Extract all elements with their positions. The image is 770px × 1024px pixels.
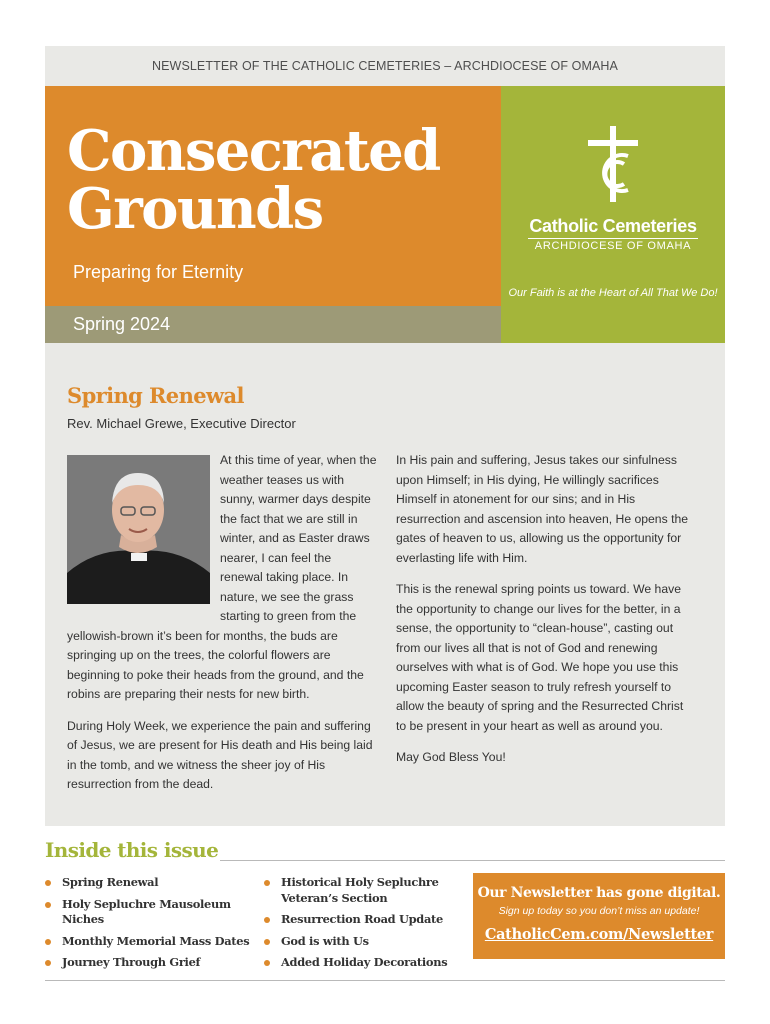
bullet-icon xyxy=(264,917,270,923)
season-label: Spring 2024 xyxy=(45,306,501,343)
promo-title: Our Newsletter has gone digital. xyxy=(477,885,721,901)
toc-item[interactable]: Journey Through Grief xyxy=(45,955,255,971)
toc-item[interactable]: Historical Holy Sepluchre Veteran’s Section xyxy=(264,875,454,906)
bullet-icon xyxy=(264,960,270,966)
footer-divider xyxy=(45,980,725,981)
toc-item[interactable]: Spring Renewal xyxy=(45,875,255,891)
inside-issue-divider xyxy=(220,860,725,861)
bullet-icon xyxy=(45,902,51,908)
article-paragraph: In His pain and suffering, Jesus takes our sinfulness upon Himself; in His dying, He willingly sacrifices Himself in atonement for our sins; and in His resurrection and ascension into heaven, He opens the gates of heaven to us, allowing us the opportunity for everlasting life with Him. xyxy=(396,453,689,565)
newsletter-signup-promo xyxy=(473,873,725,959)
feature-article xyxy=(45,343,725,826)
bullet-icon xyxy=(45,939,51,945)
toc-list-right xyxy=(264,875,454,977)
article-closing: May God Bless You! xyxy=(396,750,506,764)
toc-item[interactable]: God is with Us xyxy=(264,934,454,950)
masthead xyxy=(45,86,501,306)
masthead-subtitle: Preparing for Eternity xyxy=(73,262,244,282)
tagline: Our Faith is at the Heart of All That We Do! xyxy=(508,287,718,299)
article-title: Spring Renewal xyxy=(67,383,244,408)
org-subtitle: ARCHDIOCESE OF OMAHA xyxy=(534,240,692,252)
newsletter-line: NEWSLETTER OF THE CATHOLIC CEMETERIES – ARCHDIOCESE OF OMAHA xyxy=(151,59,618,73)
bullet-icon xyxy=(45,960,51,966)
article-paragraph: During Holy Week, we experience the pain and suffering of Jesus, we are present for His death and His being laid in the tomb, and we witness the sheer joy of His resurrection from the dead. xyxy=(67,718,373,791)
article-column-1 xyxy=(67,451,377,807)
bullet-icon xyxy=(264,939,270,945)
newsletter-banner xyxy=(45,46,725,86)
newsletter-link[interactable]: CatholicCem.com/Newsletter xyxy=(484,926,714,943)
article-byline: Rev. Michael Grewe, Executive Director xyxy=(67,416,296,431)
cross-cc-logo-icon xyxy=(584,124,642,209)
org-name: Catholic Cemeteries xyxy=(529,216,697,236)
brand-panel xyxy=(501,86,725,343)
masthead-title: Consecrated Grounds xyxy=(67,118,440,242)
org-divider xyxy=(528,238,698,239)
toc-item[interactable]: Holy Sepluchre Mausoleum Niches xyxy=(45,897,255,928)
bullet-icon xyxy=(45,880,51,886)
promo-subtitle: Sign up today so you don’t miss an update! xyxy=(498,905,700,917)
author-portrait xyxy=(67,455,210,604)
article-paragraph: This is the renewal spring points us toward. We have the opportunity to change our lives for the better, in a sense, the opportunity to “clean-house”, casting out from our lives all that is not of God and renewing ourselves with what is of God. We hope you use this upcoming Easter season to truly refresh yourself to allow the beauty of spring and the Resurrected Christ to be present in your heart as well as around you. xyxy=(396,582,684,733)
article-paragraph: At this time of year, when the weather teases us with sunny, warmer days despite the fact that we are still in winter, and as Easter draws nearer, I can feel the renewal taking place. In nature, we see the grass starting to green from the yellowish-brown it’s been for months, the buds are springing up on the trees, the colorful flowers are beginning to poke their heads from the ground, and the robins are preparing their nests for new birth. xyxy=(67,453,377,701)
toc-item[interactable]: Added Holiday Decorations xyxy=(264,955,454,971)
article-column-2 xyxy=(396,451,696,780)
toc-item[interactable]: Resurrection Road Update xyxy=(264,912,454,928)
toc-item[interactable]: Monthly Memorial Mass Dates xyxy=(45,934,255,950)
bullet-icon xyxy=(264,880,270,886)
inside-issue-heading: Inside this issue xyxy=(45,838,219,862)
toc-list-left xyxy=(45,875,255,977)
